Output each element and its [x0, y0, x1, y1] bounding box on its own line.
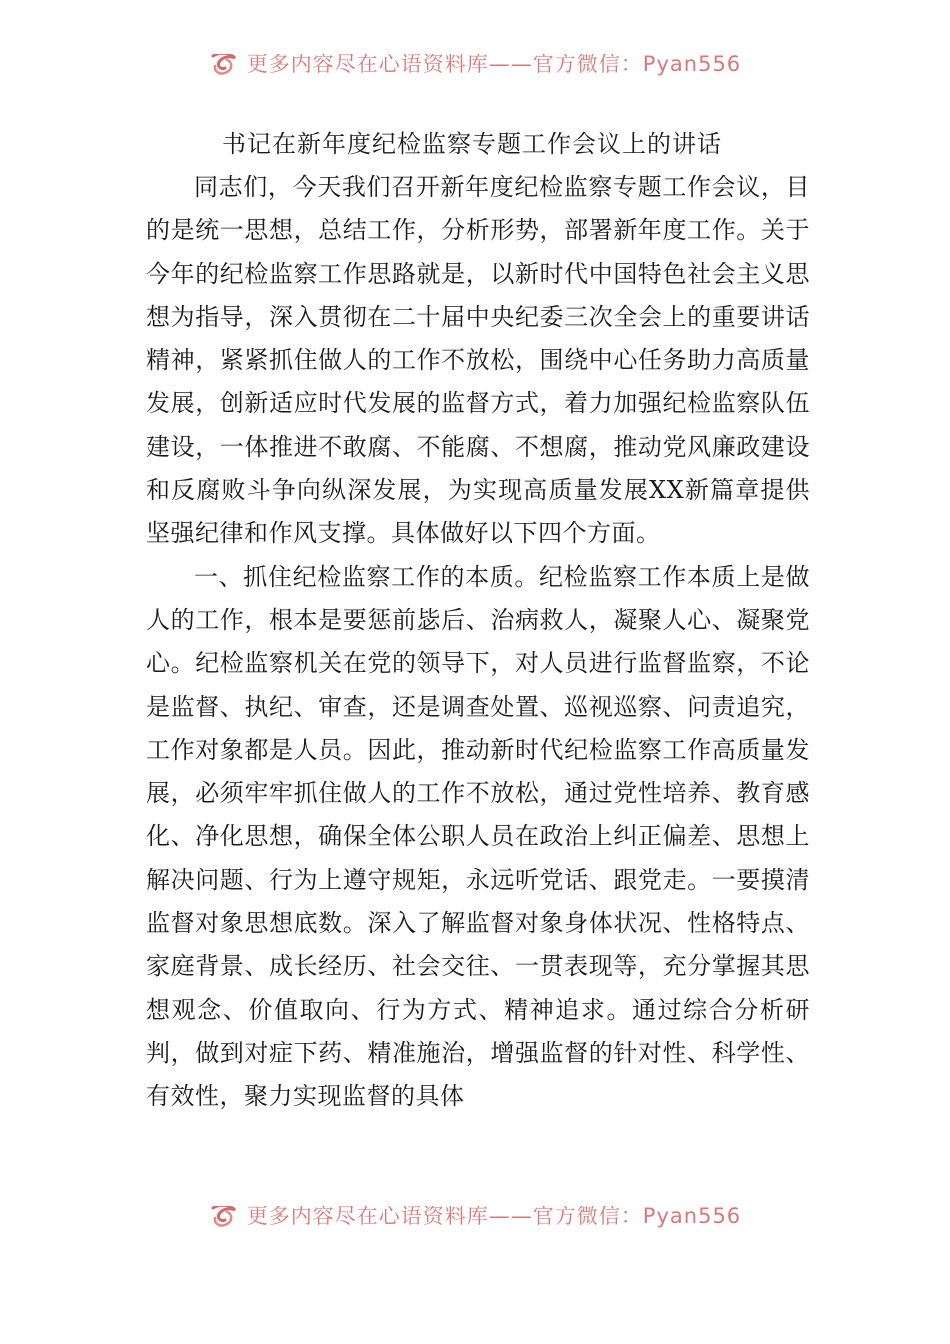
watermark-text: 更多内容尽在心语资料库——官方微信：Pyan556	[246, 54, 742, 76]
footer-watermark	[0, 1206, 950, 1240]
document-body	[146, 128, 810, 1119]
document-title: 书记在新年度纪检监察专题工作会议上的讲话	[222, 130, 722, 158]
paragraph-section-one: 一、抓住纪检监察工作的本质。纪检监察工作本质上是做人的工作，根本是要惩前毖后、治病救人，凝聚人心、凝聚党心。纪检监察机关在党的领导下，对人员进行监督监察，不论是监督、执纪、审查，还是调查处置、巡视巡察、问责追究，工作对象都是人员。因此，推动新时代纪检监察工作高质量发展，必须牢牢抓住做人的工作不放松，通过党性培养、教育感化、净化思想，确保全体公职人员在政治上纠正偏差、思想上解决问题、行为上遵守规矩，永远听党话、跟党走。一要摸清监督对象思想底数。深入了解监督对象身体状况、性格特点、家庭背景、成长经历、社会交往、一贯表现等，充分掌握其思想观念、价值取向、行为方式、精神追求。通过综合分析研判，做到对症下药、精准施治，增强监督的针对性、科学性、有效性，聚力实现监督的具体	[146, 562, 810, 1111]
watermark-logo-icon	[209, 1206, 239, 1228]
watermark-logo-icon	[209, 54, 239, 76]
header-watermark	[0, 54, 950, 88]
paragraph-opening: 同志们，今天我们召开新年度纪检监察专题工作会议，目的是统一思想，总结工作，分析形势，部署新年度工作。关于今年的纪检监察工作思路就是，以新时代中国特色社会主义思想为指导，深入贯彻在二十届中央纪委三次全会上的重要讲话精神，紧紧抓住做人的工作不放松，围绕中心任务助力高质量发展，创新适应时代发展的监督方式，着力加强纪检监察队伍建设，一体推进不敢腐、不能腐、不想腐，推动党风廉政建设和反腐败斗争向纵深发展，为实现高质量发展XX新篇章提供坚强纪律和作风支撑。具体做好以下四个方面。	[146, 173, 810, 548]
watermark-text: 更多内容尽在心语资料库——官方微信：Pyan556	[246, 1206, 742, 1228]
